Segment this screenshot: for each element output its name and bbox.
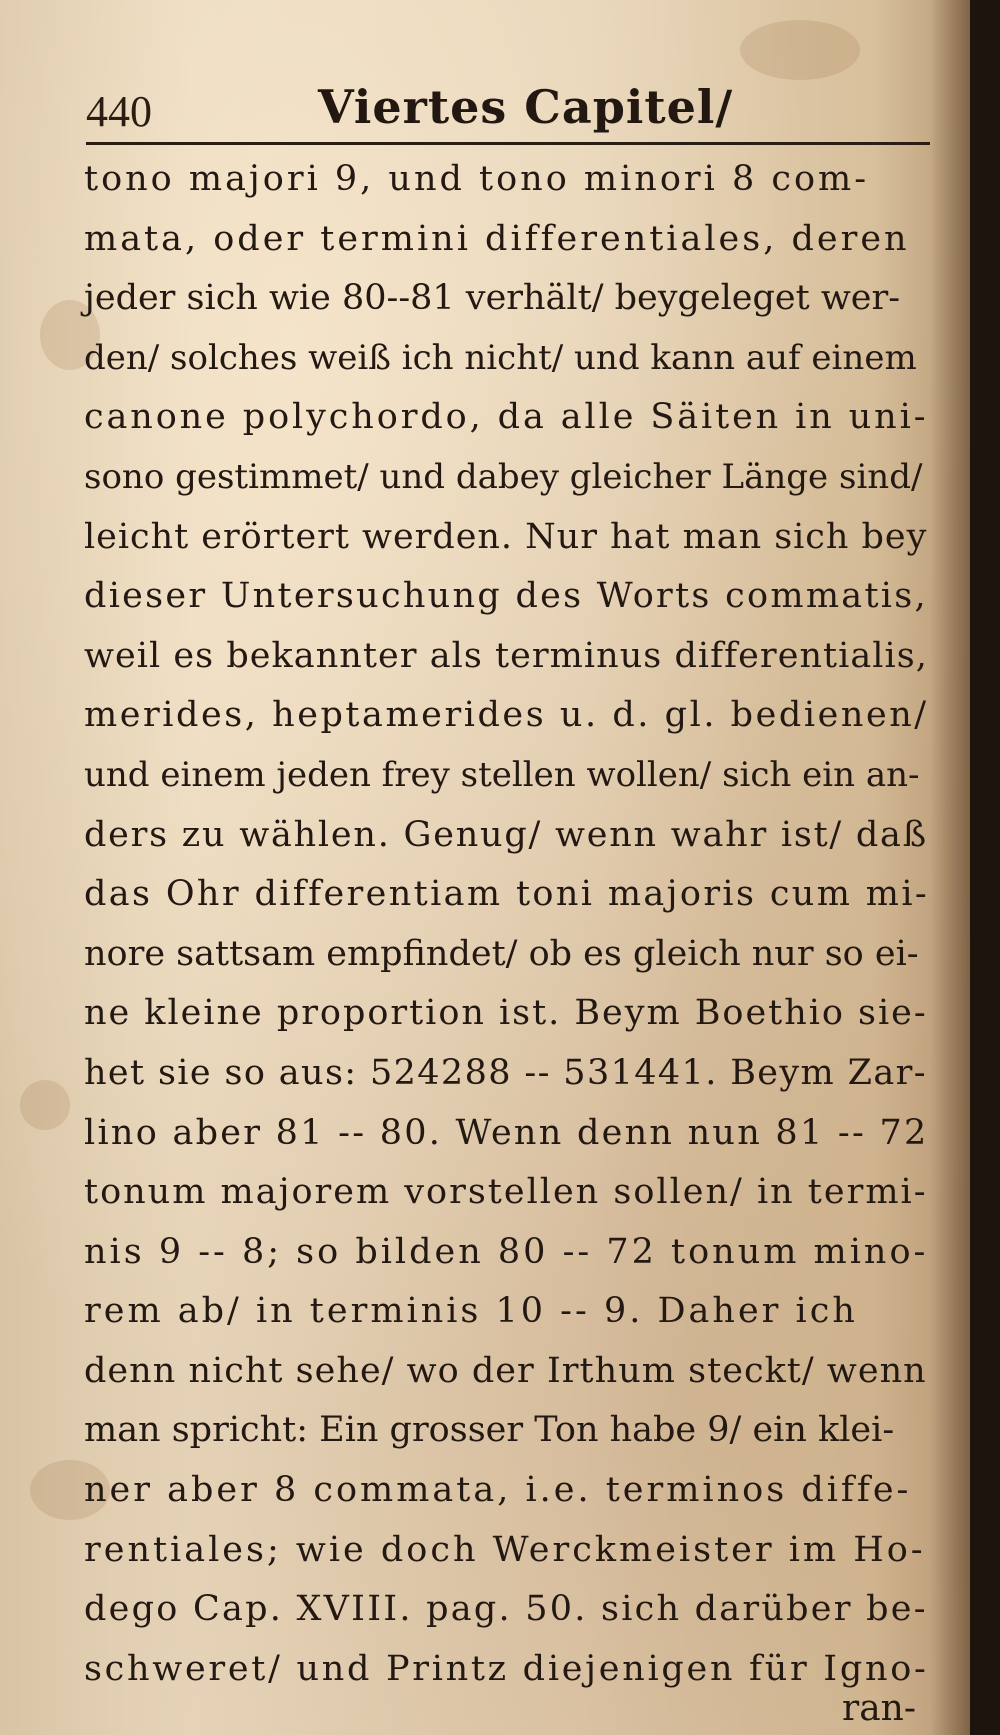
text-line: mata, oder termini differentiales, deren [84, 218, 910, 259]
text-line: ner aber 8 commata, i.e. terminos diffe- [84, 1470, 912, 1511]
text-line: rentiales; wie doch Werckmeister im Ho- [84, 1529, 926, 1570]
text-line: nis 9 -- 8; so bilden 80 -- 72 tonum mino- [84, 1231, 929, 1272]
text-line: leicht erörtert werden. Nur hat man sich bey [84, 516, 928, 557]
text-line: den/ solches weiß ich nicht/ und kann auf einem [84, 337, 917, 378]
header-rule [86, 142, 930, 145]
text-line: ders zu wählen. Genug/ wenn wahr ist/ daß [84, 814, 928, 855]
text-line: schweret/ und Printz diejenigen für Igno- [84, 1648, 929, 1689]
foxing-stain [20, 1080, 70, 1130]
text-line: nore sattsam empfindet/ ob es gleich nur so ei- [84, 933, 919, 974]
text-body [84, 150, 944, 1699]
text-line: tono majori 9, und tono minori 8 com- [84, 159, 870, 199]
text-line: man spricht: Ein grosser Ton habe 9/ ein klei- [84, 1410, 895, 1451]
text-line: denn nicht sehe/ wo der Irthum steckt/ wenn [84, 1350, 927, 1391]
running-title: Viertes Capitel/ [318, 80, 734, 134]
text-line: dieser Untersuchung des Worts commatis, [84, 576, 928, 617]
text-line: ne kleine proportion ist. Beym Boethio sie- [84, 993, 928, 1034]
text-line: das Ohr differentiam toni majoris cum mi- [84, 874, 930, 915]
text-line: tonum majorem vorstellen sollen/ in termi- [84, 1172, 928, 1213]
page-number: 440 [86, 87, 152, 136]
text-line: canone polychordo, da alle Säiten in uni- [84, 397, 929, 438]
foxing-stain [740, 20, 860, 80]
text-line: weil es bekannter als terminus differentialis, [84, 635, 928, 676]
text-line: dego Cap. XVIII. pag. 50. sich darüber be- [84, 1589, 928, 1630]
text-line: rem ab/ in terminis 10 -- 9. Daher ich [84, 1291, 858, 1332]
text-line: sono gestimmet/ und dabey gleicher Länge sind/ [84, 456, 923, 497]
text-line: merides, heptamerides u. d. gl. bedienen/ [84, 695, 929, 736]
text-line: het sie so aus: 524288 -- 531441. Beym Zar- [84, 1052, 927, 1093]
catchword: ran- [842, 1688, 917, 1729]
text-line: jeder sich wie 80--81 verhält/ beygeleget wer- [84, 278, 901, 319]
text-line: lino aber 81 -- 80. Wenn denn nun 81 -- 72 [84, 1112, 929, 1153]
page-header [86, 80, 930, 140]
text-line: und einem jeden frey stellen wollen/ sich ein an- [84, 754, 920, 795]
